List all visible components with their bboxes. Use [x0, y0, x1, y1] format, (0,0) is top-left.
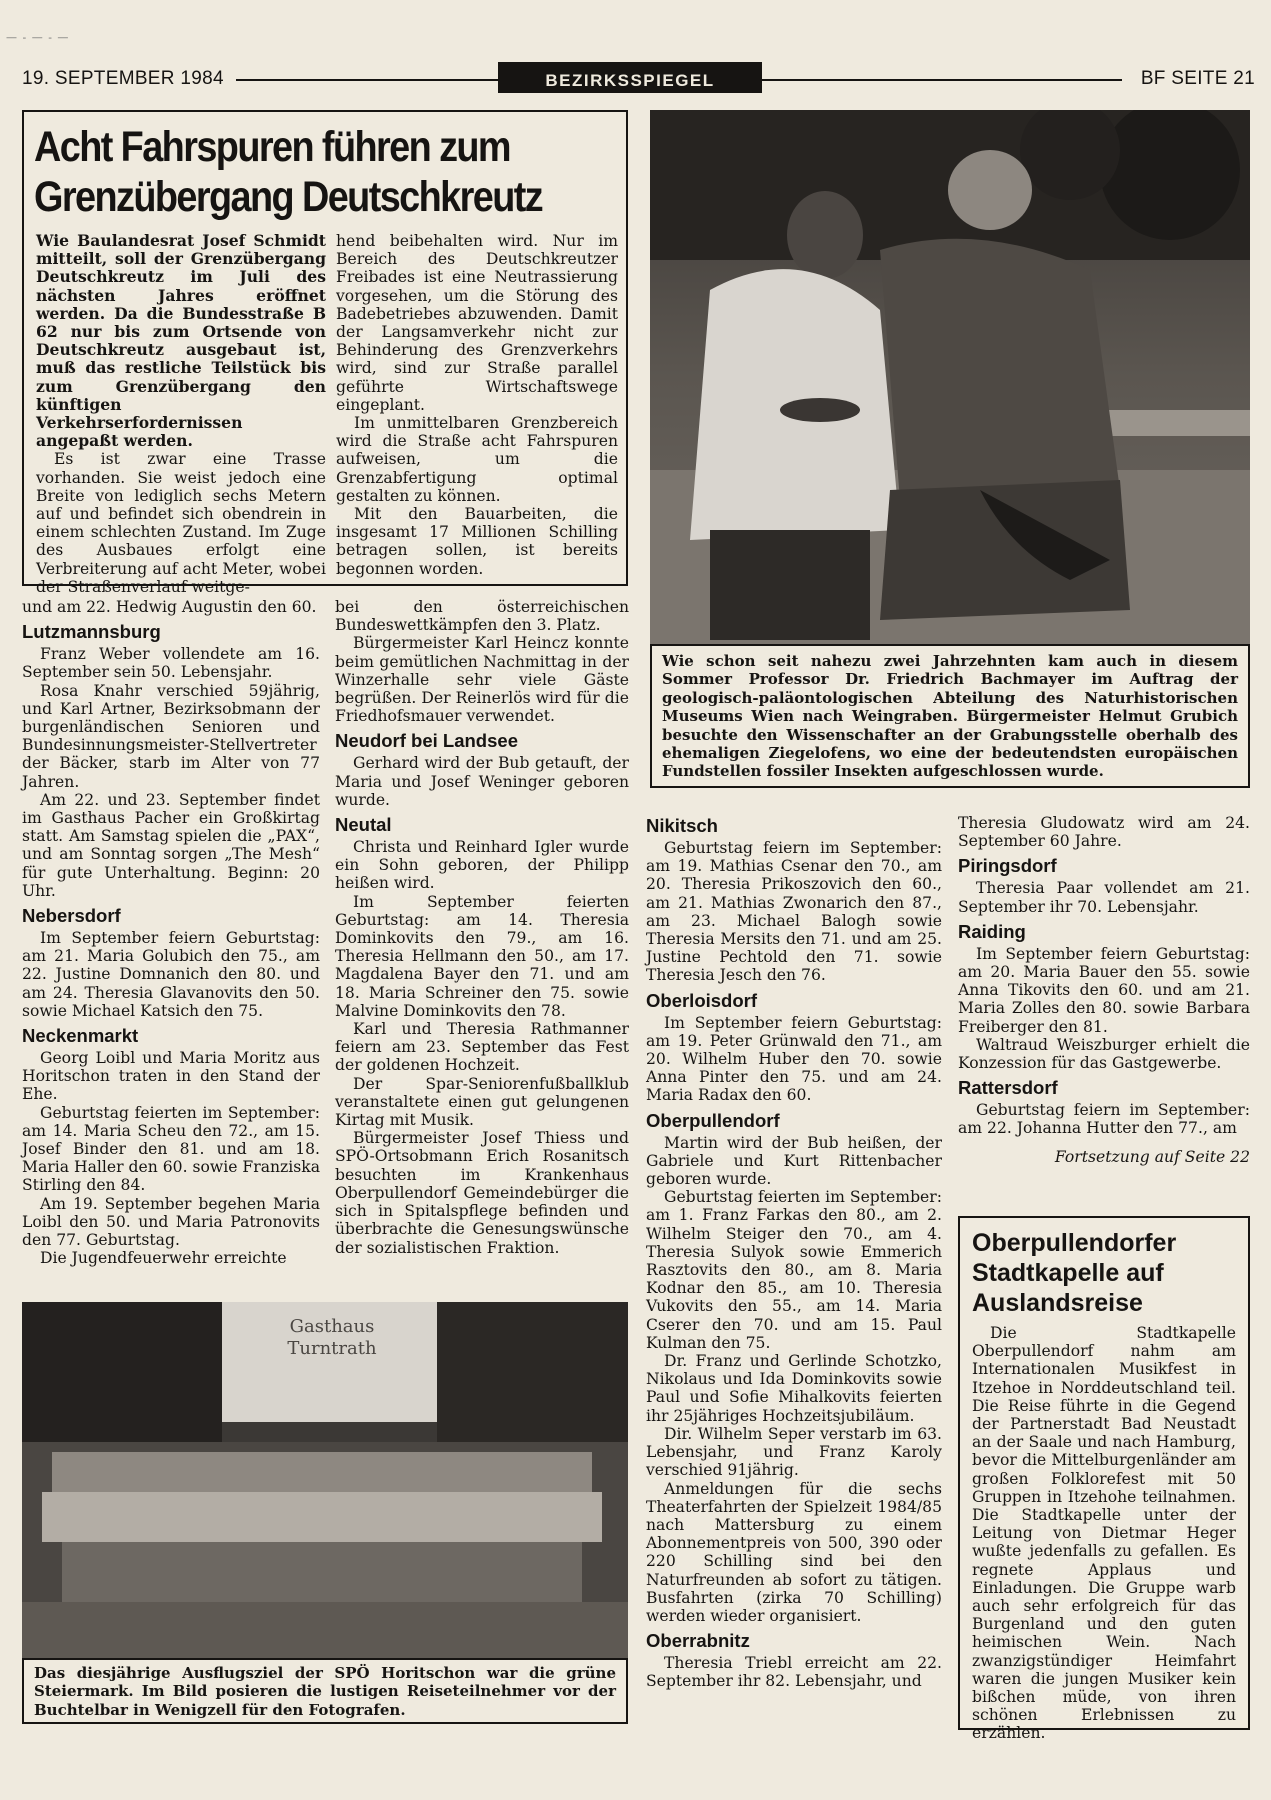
lead-paragraph: Es ist zwar eine Trasse vorhanden. Sie weist jedoch eine Breite von lediglich sechs Metern auf und befindet sich obendrein in einem schlechten Zustand. Im Zuge des Ausbaues erfolgt eine Verbreiterung auf acht Meter, wobei der Straßenverlauf weitge-	[36, 450, 326, 596]
heading-oberpullendorf: Oberpullendorf	[646, 1109, 780, 1131]
news-paragraph: Gerhard wird der Bub getauft, der Maria und Josef Weninger geboren wurde.	[335, 754, 629, 809]
issue-date: 19. SEPTEMBER 1984	[22, 68, 224, 89]
news-paragraph: Geburtstag feiern im September: am 22. Johanna Hutter den 77., am	[958, 1101, 1250, 1138]
news-paragraph: Im September feierten Geburtstag: am 14. Theresia Dominkovits den 79., am 16. Theresia Hellmann den 50., am 17. Magdalena Bayer den 71. und am 18. Maria Schreiner den 75. sowie Malvine Dominkovits den 78.	[335, 892, 629, 1020]
lead-paragraph: hend beibehalten wird. Nur im Bereich des Deutschkreutzer Freibades ist eine Neutrassierung vorgesehen, um die Störung des Badebetriebes abzuwenden. Damit der Langsamverkehr nicht zur Behinderung des Grenzverkehrs wird, sind zur Straße parallel geführte Wirtschaftswege eingeplant.	[336, 232, 618, 414]
heading-nikitsch: Nikitsch	[646, 815, 718, 836]
news-paragraph: bei den österreichischen Bundeswettkämpfen den 3. Platz.	[335, 598, 629, 635]
lead-intro: Wie Baulandesrat Josef Schmidt mitteilt, soll der Grenzübergang Deutschkreutz im Juli des nächsten Jahres eröffnet werden. Da die Bundesstraße B 62 nur bis zum Ortsende von Deutschkreutz ausgebaut ist, muß das restliche Teilstück bis zum Grenzübergang den künftigen Verkehrserfordernissen angepaßt werden.	[36, 231, 326, 451]
news-col-1	[22, 598, 320, 1268]
lead-col-2	[336, 232, 618, 578]
heading-piringsdorf: Piringsdorf	[958, 855, 1057, 877]
heading-nebersdorf: Nebersdorf	[22, 905, 121, 927]
news-paragraph: Am 22. und 23. September findet im Gasthaus Pacher ein Großkirtag statt. Am Samstag spielen die „PAX“, und am Sonntag sorgen „The Mesh“ für gute Unterhaltung. Beginn: 20 Uhr.	[22, 790, 320, 900]
news-paragraph: Im September feiern Geburtstag: am 19. Peter Grünwald den 71., am 20. Wilhelm Huber den 70. sowie Anna Pinter den 75. und am 24. Maria Radax den 60.	[646, 1013, 942, 1105]
excavation-photo	[650, 110, 1250, 644]
news-paragraph: und am 22. Hedwig Augustin den 60.	[22, 598, 317, 616]
masthead-rule-left	[236, 79, 498, 81]
scan-mark: — - — - —	[6, 31, 70, 44]
page-number: BF SEITE 21	[1140, 68, 1255, 89]
lead-article	[22, 110, 628, 596]
group-photo	[22, 1302, 628, 1658]
stadtkapelle-title: Oberpullendorfer Stadtkapelle auf Auslandsreise	[972, 1229, 1177, 1317]
news-paragraph: Am 19. September begehen Maria Loibl den 50. und Maria Patronovits den 77. Geburtstag.	[22, 1194, 320, 1250]
news-paragraph: Im September feiern Geburtstag: am 20. Maria Bauer den 55. sowie Anna Tikovits den 60. und am 21. Maria Zolles den 80. sowie Barbara Freiberger den 81.	[958, 944, 1250, 1036]
inn-sign-line-1: Gasthaus	[289, 1316, 375, 1337]
news-paragraph: Dir. Wilhelm Seper verstarb im 63. Lebensjahr, und Franz Karoly verschied 91jährig.	[646, 1424, 942, 1480]
heading-neudorf: Neudorf bei Landsee	[335, 730, 518, 752]
news-paragraph: Rosa Knahr verschied 59jährig, und Karl Artner, Bezirksobmann der burgenländischen Senioren und Bundesinnungsmeister-Stellvertreter der Bäcker, starb im Alter von 77 Jahren.	[22, 681, 320, 791]
news-paragraph: Theresia Gludowatz wird am 24. September 60 Jahre.	[958, 814, 1250, 851]
news-paragraph: Theresia Triebl erreicht am 22. September ihr 82. Lebensjahr, und	[646, 1654, 942, 1691]
inn-sign-line-2: Turntrath	[287, 1338, 377, 1359]
stadtkapelle-body: Die Stadtkapelle Oberpullendorf nahm am Internationalen Musikfest in Itzehoe in Norddeutschland teil. Die Reise führte in die Gegend der Partnerstadt Bad Neustadt an der Saale und nach Hamburg, bevor die Mittelburgenländer am großen Folklorefest mit 50 Gruppen in Itzehohe teilnahmen. Die Stadtkapelle unter der Leitung von Dietmar Heger wußte jedenfalls zu gefallen. Es regnete Applaus und Einladungen. Die Gruppe warb auch sehr erfolgreich für das Burgenland und den guten heimischen Wein. Nach zwanzigstündiger Heimfahrt waren die jungen Musiker kein bißchen müde, von ihren schönen Erlebnissen zu erzählen.	[972, 1324, 1236, 1743]
lead-paragraph: Mit den Bauarbeiten, die insgesamt 17 Millionen Schilling betragen sollen, ist bereits begonnen worden.	[336, 505, 618, 578]
news-paragraph: Anmeldungen für die sechs Theaterfahrten der Spielzeit 1984/85 nach Mattersburg zu einem Abonnementpreis von 500, 390 oder 220 Schilling sind bei den Naturfreunden ab sofort zu tätigen. Busfahrten (zirka 70 Schilling) werden wieder organisiert.	[646, 1479, 942, 1625]
stadtkapelle-body-wrap	[972, 1324, 1236, 1743]
lead-col-1	[36, 232, 326, 596]
news-paragraph: Im September feiern Geburtstag: am 21. Maria Golubich den 75., am 22. Justine Domnanich den 80. und am 24. Theresia Glavanovits den 50. sowie Michael Katsich den 75.	[22, 929, 320, 1020]
news-paragraph: Martin wird der Bub heißen, der Gabriele und Kurt Rittenbacher geboren wurde.	[646, 1133, 942, 1189]
inn-sign	[247, 1316, 417, 1360]
news-paragraph: Waltraud Weiszburger erhielt die Konzession für das Gastgewerbe.	[958, 1035, 1250, 1073]
news-paragraph: Franz Weber vollendete am 16. September sein 50. Lebensjahr.	[22, 645, 320, 682]
excavation-photo-image	[650, 110, 1250, 644]
news-paragraph: Georg Loibl und Maria Moritz aus Horitschon traten in den Stand der Ehe.	[22, 1049, 320, 1104]
news-paragraph: Der Spar-Seniorenfußballklub veranstaltete einen gut gelungenen Kirtag mit Musik.	[335, 1074, 629, 1130]
news-paragraph: Christa und Reinhard Igler wurde ein Sohn geboren, der Philipp heißen wird.	[335, 838, 629, 893]
news-paragraph: Dr. Franz und Gerlinde Schotzko, Nikolaus und Ida Dominkovits sowie Paul und Sofie Mihalkovits feierten ihr 25jähriges Hochzeitsjubiläum.	[646, 1352, 942, 1425]
section-label: BEZIRKSSPIEGEL	[498, 62, 762, 93]
heading-raiding: Raiding	[958, 920, 1026, 942]
news-paragraph: Karl und Theresia Rathmanner feiern am 23. September das Fest der goldenen Hochzeit.	[335, 1020, 629, 1075]
news-col-2	[335, 598, 629, 1257]
news-paragraph: Geburtstag feierten im September: am 1. Franz Farkas den 80., am 2. Wilhelm Steiger den 70., am 4. Theresia Sulyok sowie Emmerich Rasztovits den 80., am 8. Maria Kodnar den 85., am 10. Theresia Vukovits den 55., am 14. Maria Cserer den 70. und am 15. Paul Kulman den 75.	[646, 1188, 942, 1352]
news-paragraph: Bürgermeister Karl Heincz konnte beim gemütlichen Nachmittag in der Winzerhalle sehr viele Gäste begrüßen. Der Reinerlös wird für die Friedhofsmauer verwendet.	[335, 634, 629, 726]
news-paragraph: Theresia Paar vollendet am 21. September ihr 70. Lebensjahr.	[958, 879, 1250, 916]
heading-neckenmarkt: Neckenmarkt	[22, 1025, 139, 1047]
headline	[34, 122, 611, 222]
news-paragraph: Geburtstag feiern im September: am 19. Mathias Csenar den 70., am 20. Theresia Prikoszovich den 60., am 21. Mathias Zwonarich den 87., am 23. Michael Balogh sowie Theresia Mersits den 71. und am 25. Justine Pechtold den 71. sowie Theresia Jesch den 76.	[646, 839, 942, 985]
heading-oberrabnitz: Oberrabnitz	[646, 1630, 750, 1652]
headline-line-1: Acht Fahrspuren führen zum	[34, 123, 510, 171]
heading-neutal: Neutal	[335, 814, 392, 836]
news-col-4	[958, 814, 1250, 1166]
headline-line-2: Grenzübergang Deutschkreutz	[34, 173, 543, 221]
heading-lutzmannsburg: Lutzmannsburg	[22, 621, 161, 643]
news-col-3	[646, 810, 942, 1691]
heading-oberloisdorf: Oberloisdorf	[646, 989, 758, 1011]
news-paragraph: Die Jugendfeuerwehr erreichte	[40, 1249, 287, 1268]
news-paragraph: Bürgermeister Josef Thiess und SPÖ-Ortsobmann Erich Rosanitsch besuchten im Krankenhaus Oberpullendorf Gemeindebürger die sich in Spitalspflege befinden und überbrachte die Genesungswünsche der sozialistischen Fraktion.	[335, 1129, 629, 1257]
stadtkapelle-article	[958, 1216, 1250, 1743]
continued-link[interactable]: Fortsetzung auf Seite 22	[1054, 1147, 1250, 1166]
masthead-rule-right	[762, 79, 1122, 81]
excavation-photo-caption: Wie schon seit nahezu zwei Jahrzehnten kam auch in diesem Sommer Professor Dr. Friedrich Bachmayer im Auftrag der geologisch-paläontologischen Abteilung des Naturhistorischen Museums Wien nach Weingraben. Bürgermeister Helmut Grubich besuchte den Wissenschafter an der Grabungsstelle oberhalb des ehemaligen Ziegelofens, wo eine der bedeutendsten europäischen Fundstellen fossiler Insekten aufgeschlossen wurde.	[650, 644, 1250, 788]
group-photo-caption: Das diesjährige Ausflugsziel der SPÖ Horitschon war die grüne Steiermark. Im Bild posieren die lustigen Reiseteilnehmer vor der Buchtelbar in Wenigzell für den Fotografen.	[22, 1658, 628, 1724]
lead-paragraph: Im unmittelbaren Grenzbereich wird die Straße acht Fahrspuren aufweisen, um die Grenzabfertigung optimal gestalten zu können.	[336, 414, 618, 505]
heading-rattersdorf: Rattersdorf	[958, 1077, 1058, 1099]
news-paragraph: Geburtstag feierten im September: am 14. Maria Scheu den 72., am 15. Josef Binder den 81. und am 18. Maria Haller den 60. sowie Franziska Stirling den 84.	[22, 1103, 320, 1195]
